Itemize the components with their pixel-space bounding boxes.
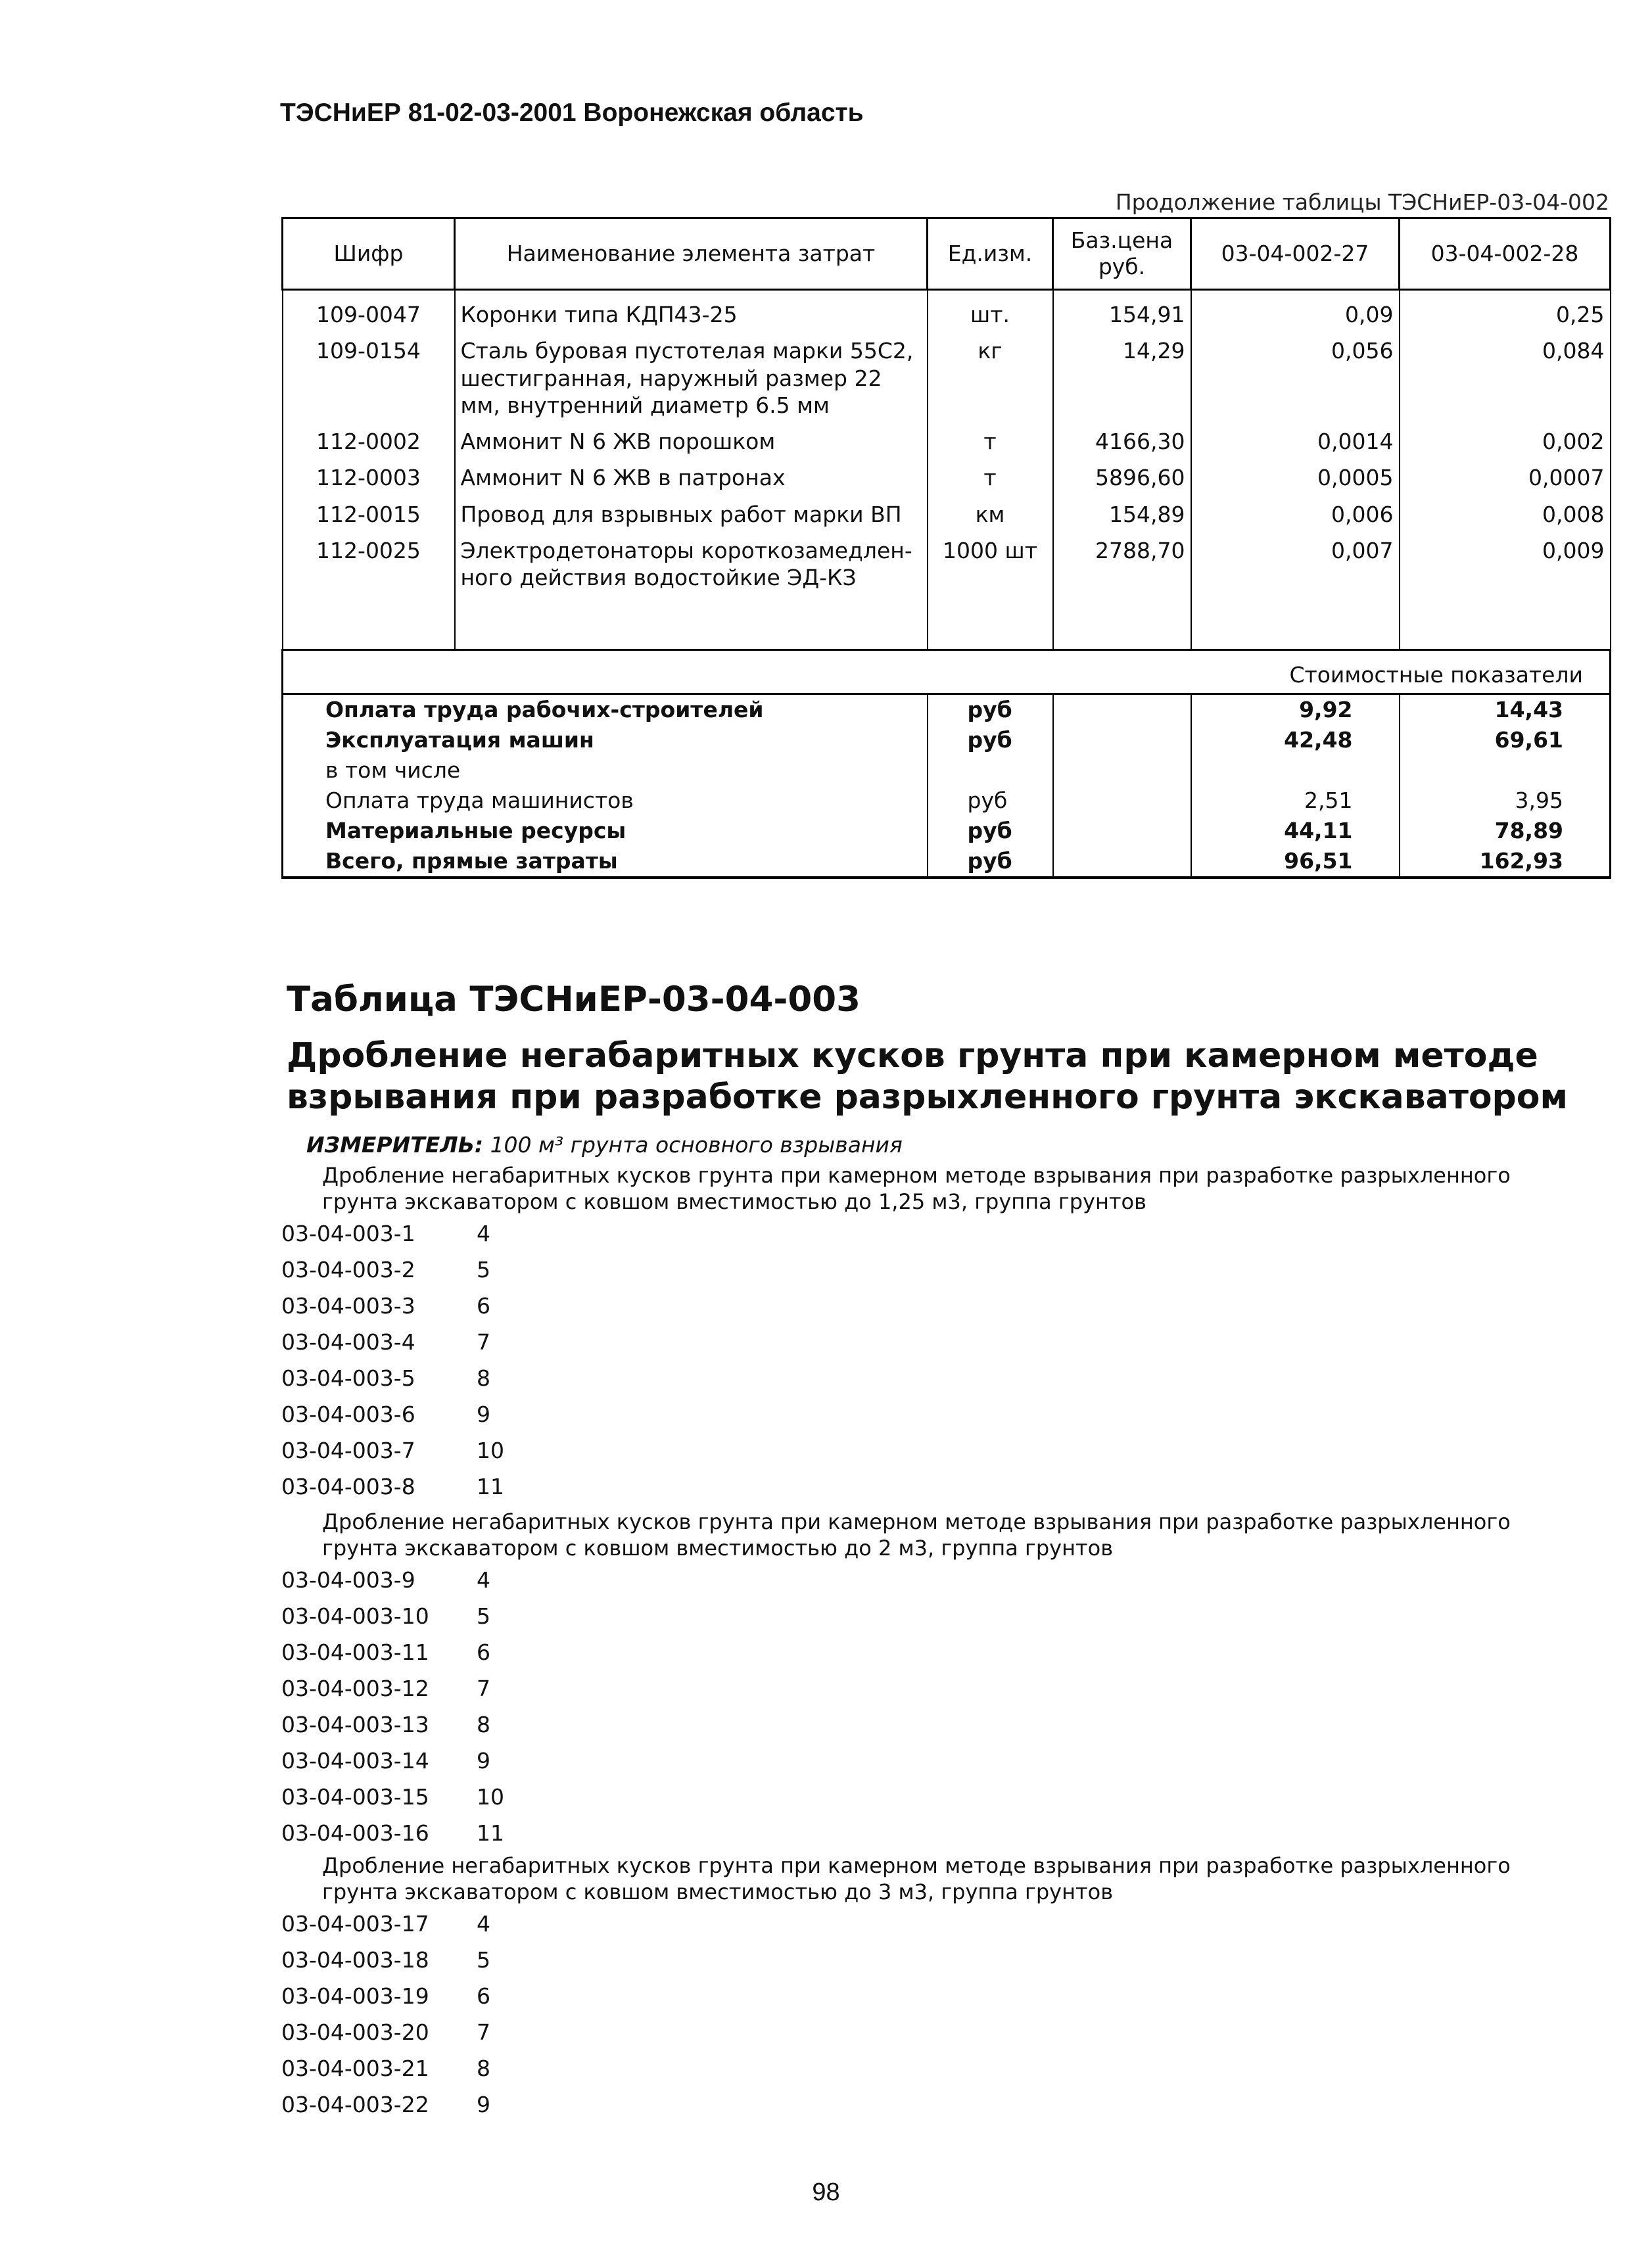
list-item [281, 1567, 504, 1603]
item-code: 03-04-003-1 [281, 1221, 415, 1246]
cost-value-1: 42,48 [1191, 725, 1400, 755]
cell-value-1: 0,09 [1191, 290, 1400, 331]
cell-price: 154,89 [1053, 494, 1191, 530]
cost-unit [928, 755, 1053, 786]
cost-value-2: 69,61 [1400, 725, 1611, 755]
list-item [281, 1712, 504, 1748]
list-item [281, 2056, 490, 2092]
header-unit: Ед.изм. [928, 218, 1053, 290]
table-row [283, 458, 1611, 494]
item-code: 03-04-003-18 [281, 1947, 429, 1973]
cell-code: 109-0154 [283, 331, 455, 421]
code-list [281, 1911, 490, 2128]
cell-name: Сталь буровая пустотелая марки 55С2, шестигранная, наружный размер 22 мм, внутренний диаметр 6.5 мм [455, 331, 928, 421]
item-value: 11 [477, 1474, 504, 1499]
item-value: 4 [477, 1567, 490, 1593]
item-code: 03-04-003-2 [281, 1257, 415, 1283]
table-row [283, 331, 1611, 421]
cost-label: Эксплуатация машин [283, 725, 928, 755]
item-code: 03-04-003-14 [281, 1748, 429, 1774]
cell-value-2: 0,0007 [1400, 458, 1611, 494]
cost-unit: руб [928, 725, 1053, 755]
header-name: Наименование элемента затрат [455, 218, 928, 290]
group-description: Дробление негабаритных кусков грунта при камерном методе взрывания при разработке разрыхленного грунта экскаватором с ковшом вместимостью до 2 м3, группа грунтов [322, 1509, 1511, 1561]
table-row [283, 421, 1611, 458]
cell-unit: 1000 шт [928, 530, 1053, 594]
cost-value-2 [1400, 755, 1611, 786]
item-code: 03-04-003-5 [281, 1365, 415, 1391]
item-value: 10 [477, 1438, 504, 1463]
item-code: 03-04-003-13 [281, 1712, 429, 1737]
continuation-caption: Продолжение таблицы ТЭСНиЕР-03-04-002 [1115, 189, 1609, 215]
item-value: 10 [477, 1784, 504, 1810]
list-item [281, 1911, 490, 1947]
code-list [281, 1221, 504, 1510]
cost-unit: руб [928, 694, 1053, 726]
group-description: Дробление негабаритных кусков грунта при камерном методе взрывания при разработке разрыхленного грунта экскаватором с ковшом вместимостью до 3 м3, группа грунтов [322, 1853, 1511, 1904]
item-code: 03-04-003-16 [281, 1820, 429, 1846]
item-value: 9 [477, 2092, 490, 2117]
cost-value-1: 9,92 [1191, 694, 1400, 726]
item-value: 8 [477, 2056, 490, 2081]
list-item [281, 1639, 504, 1676]
section-title: Таблица ТЭСНиЕР-03-04-003 [287, 979, 861, 1020]
item-code: 03-04-003-15 [281, 1784, 429, 1810]
resource-table [281, 217, 1609, 879]
item-code: 03-04-003-22 [281, 2092, 429, 2117]
cell-unit: км [928, 494, 1053, 530]
cost-value-2: 162,93 [1400, 846, 1611, 878]
measure-line [306, 1132, 903, 1158]
header-col2: 03-04-002-28 [1400, 218, 1611, 290]
item-value: 8 [477, 1712, 490, 1737]
list-item [281, 1603, 504, 1639]
item-value: 5 [477, 1947, 490, 1973]
cost-row [283, 725, 1611, 755]
cell-name: Аммонит N 6 ЖВ порошком [455, 421, 928, 458]
item-value: 4 [477, 1911, 490, 1937]
cell-value-2: 0,002 [1400, 421, 1611, 458]
cost-label: Всего, прямые затраты [283, 846, 928, 878]
list-item [281, 1474, 504, 1510]
item-code: 03-04-003-11 [281, 1639, 429, 1665]
list-item [281, 1676, 504, 1712]
item-value: 7 [477, 1329, 490, 1355]
item-value: 9 [477, 1748, 490, 1774]
measure-value: 100 м³ грунта основного взрывания [490, 1132, 903, 1158]
group-description: Дробление негабаритных кусков грунта при камерном методе взрывания при разработке разрыхленного грунта экскаватором с ковшом вместимостью до 1,25 м3, группа грунтов [322, 1163, 1511, 1214]
cost-value-1: 96,51 [1191, 846, 1400, 878]
item-code: 03-04-003-12 [281, 1676, 429, 1701]
cell-value-1: 0,007 [1191, 530, 1400, 594]
cell-price: 154,91 [1053, 290, 1191, 331]
item-code: 03-04-003-21 [281, 2056, 429, 2081]
cost-value-2: 3,95 [1400, 786, 1611, 816]
item-code: 03-04-003-19 [281, 1983, 429, 2009]
item-code: 03-04-003-17 [281, 1911, 429, 1937]
cost-value-2: 78,89 [1400, 816, 1611, 846]
section-subtitle: Дробление негабаритных кусков грунта при камерном методе взрывания при разработке разрыхленного грунта экскаватором [287, 1036, 1569, 1118]
cost-row [283, 694, 1611, 726]
cell-price: 14,29 [1053, 331, 1191, 421]
cell-unit: шт. [928, 290, 1053, 331]
list-item [281, 1365, 504, 1401]
cost-value-1 [1191, 755, 1400, 786]
cost-unit: руб [928, 786, 1053, 816]
item-value: 9 [477, 1401, 490, 1427]
cost-value-1: 2,51 [1191, 786, 1400, 816]
cost-label: в том числе [283, 755, 928, 786]
cost-unit: руб [928, 846, 1053, 878]
item-value: 6 [477, 1983, 490, 2009]
item-value: 6 [477, 1639, 490, 1665]
list-item [281, 1983, 490, 2019]
header-col1: 03-04-002-27 [1191, 218, 1400, 290]
cost-row [283, 755, 1611, 786]
cell-unit: т [928, 421, 1053, 458]
cell-price: 4166,30 [1053, 421, 1191, 458]
header-code: Шифр [283, 218, 455, 290]
cell-unit: т [928, 458, 1053, 494]
item-value: 7 [477, 2019, 490, 2045]
cell-name: Аммонит N 6 ЖВ в патронах [455, 458, 928, 494]
item-value: 11 [477, 1820, 504, 1846]
list-item [281, 1438, 504, 1474]
cell-value-2: 0,084 [1400, 331, 1611, 421]
cell-value-2: 0,008 [1400, 494, 1611, 530]
cost-unit: руб [928, 816, 1053, 846]
cell-value-1: 0,0014 [1191, 421, 1400, 458]
list-item [281, 1257, 504, 1293]
cell-value-1: 0,0005 [1191, 458, 1400, 494]
table-row [283, 530, 1611, 594]
item-code: 03-04-003-7 [281, 1438, 415, 1463]
table-header-row [283, 218, 1611, 290]
list-item [281, 1947, 490, 1983]
item-value: 8 [477, 1365, 490, 1391]
cell-unit: кг [928, 331, 1053, 421]
cell-name: Коронки типа КДП43-25 [455, 290, 928, 331]
cost-header-row [283, 650, 1611, 694]
table-row [283, 290, 1611, 331]
list-item [281, 1784, 504, 1820]
cell-code: 112-0002 [283, 421, 455, 458]
cell-value-1: 0,056 [1191, 331, 1400, 421]
cost-value-1: 44,11 [1191, 816, 1400, 846]
resource-table-grid [281, 217, 1611, 879]
cell-name: Провод для взрывных работ марки ВП [455, 494, 928, 530]
cell-code: 112-0015 [283, 494, 455, 530]
list-item [281, 1329, 504, 1365]
cost-label: Материальные ресурсы [283, 816, 928, 846]
item-value: 4 [477, 1221, 490, 1246]
item-code: 03-04-003-3 [281, 1293, 415, 1319]
code-list [281, 1567, 504, 1856]
list-item [281, 1748, 504, 1784]
list-item [281, 1401, 504, 1438]
cell-name: Электродетонаторы короткозамедлен-ного действия водостойкие ЭД-КЗ [455, 530, 928, 594]
cost-row [283, 786, 1611, 816]
item-value: 5 [477, 1603, 490, 1629]
list-item [281, 1293, 504, 1329]
table-spacer-row [283, 594, 1611, 650]
item-value: 6 [477, 1293, 490, 1319]
list-item [281, 1820, 504, 1856]
cell-value-2: 0,009 [1400, 530, 1611, 594]
list-item [281, 1221, 504, 1257]
header-price: Баз.цена руб. [1053, 218, 1191, 290]
cost-header-label: Стоимостные показатели [283, 650, 1611, 694]
cost-label: Оплата труда рабочих-строителей [283, 694, 928, 726]
cost-row [283, 816, 1611, 846]
item-code: 03-04-003-20 [281, 2019, 429, 2045]
cell-price: 5896,60 [1053, 458, 1191, 494]
item-code: 03-04-003-8 [281, 1474, 415, 1499]
cell-value-1: 0,006 [1191, 494, 1400, 530]
page-number: 98 [812, 2178, 840, 2206]
cost-label: Оплата труда машинистов [283, 786, 928, 816]
item-value: 7 [477, 1676, 490, 1701]
cost-row [283, 846, 1611, 878]
item-code: 03-04-003-6 [281, 1401, 415, 1427]
list-item [281, 2092, 490, 2128]
measure-label: ИЗМЕРИТЕЛЬ: [306, 1132, 484, 1158]
cell-code: 109-0047 [283, 290, 455, 331]
table-row [283, 494, 1611, 530]
item-code: 03-04-003-10 [281, 1603, 429, 1629]
item-value: 5 [477, 1257, 490, 1283]
cell-value-2: 0,25 [1400, 290, 1611, 331]
list-item [281, 2019, 490, 2056]
item-code: 03-04-003-9 [281, 1567, 415, 1593]
page-header: ТЭСНиЕР 81-02-03-2001 Воронежская область [280, 99, 864, 127]
cost-value-2: 14,43 [1400, 694, 1611, 726]
item-code: 03-04-003-4 [281, 1329, 415, 1355]
cell-price: 2788,70 [1053, 530, 1191, 594]
cell-code: 112-0025 [283, 530, 455, 594]
cell-code: 112-0003 [283, 458, 455, 494]
